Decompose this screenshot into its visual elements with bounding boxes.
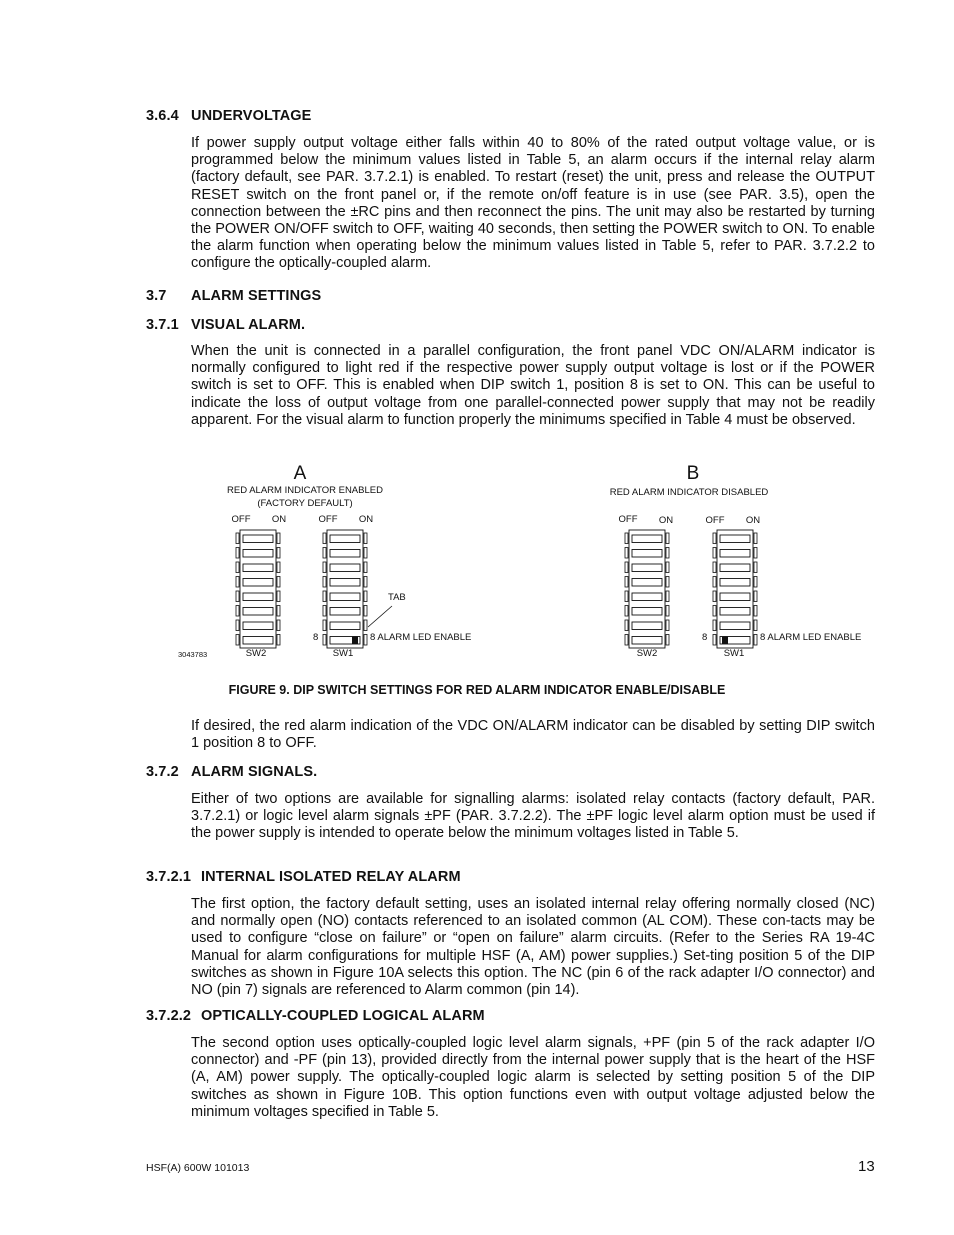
a-sw2-right-pin (277, 548, 280, 559)
a-sw1-left-pin (323, 577, 326, 588)
b-sw1-toggle-position-8 (722, 637, 728, 645)
b-sw1-slot (720, 593, 750, 601)
b-sw1-slot (720, 535, 750, 543)
b-sw2-right-pin (666, 606, 669, 617)
footer-page-number: 13 (858, 1158, 875, 1175)
a-sw1-slot (330, 550, 360, 558)
a-sw1-left-pin (323, 620, 326, 631)
a-sw2-right-pin (277, 635, 280, 646)
a-sw1-slot (330, 593, 360, 601)
a-sw1-right-pin (364, 635, 367, 646)
a-sw2-left-pin (236, 548, 239, 559)
a-tab-label: TAB (388, 592, 406, 603)
a-sw2-body (240, 530, 276, 648)
a-sw2-left-pin (236, 577, 239, 588)
b-sw1-left-pin (713, 620, 716, 631)
b-sw1-off-label: OFF (705, 515, 725, 526)
section-heading-3-7-2: 3.7.2 ALARM SIGNALS. (146, 764, 318, 780)
b-sw1-right-pin (754, 620, 757, 631)
a-sw2-left-pin (236, 635, 239, 646)
a-sw1-off-label: OFF (318, 514, 338, 525)
a-sw1-slot (330, 579, 360, 587)
a-sw1-slot (330, 564, 360, 572)
a-sw2-slot (243, 564, 273, 572)
b-sw1-right-pin (754, 548, 757, 559)
a-sw2-slot (243, 622, 273, 630)
a-sw2-slot (243, 593, 273, 601)
a-led-enable-label: 8 ALARM LED ENABLE (370, 632, 472, 643)
b-sw1-right-pin (754, 533, 757, 544)
a-sw2-left-pin (236, 562, 239, 573)
b-sw1-right-pin (754, 635, 757, 646)
dip-switch-figure (0, 460, 954, 660)
b-sw1-slot (720, 550, 750, 558)
a-sw2-slot (243, 550, 273, 558)
b-sw2-right-pin (666, 562, 669, 573)
b-sw2-off-label: OFF (618, 514, 638, 525)
b-sw2-slot (632, 535, 662, 543)
a-sw1-body (327, 530, 363, 648)
b-sw1-right-pin (754, 606, 757, 617)
a-sw2-right-pin (277, 606, 280, 617)
a-sw1-right-pin (364, 606, 367, 617)
b-sw1-slot (720, 579, 750, 587)
a-sw2-on-label: ON (271, 514, 287, 525)
panel-a-subtitle: (FACTORY DEFAULT) (257, 498, 353, 509)
section-heading-3-7-1: 3.7.1 VISUAL ALARM. (146, 317, 306, 333)
a-sw2-right-pin (277, 562, 280, 573)
figure-caption: FIGURE 9. DIP SWITCH SETTINGS FOR RED ALARM INDICATOR ENABLE/DISABLE (228, 683, 726, 697)
b-sw2-dip-switch (625, 530, 669, 648)
b-sw1-left-pin (713, 591, 716, 602)
a-tab-leader-line (368, 606, 392, 627)
a-sw1-left-pin (323, 562, 326, 573)
section-heading-3-7-2-1: 3.7.2.1 INTERNAL ISOLATED RELAY ALARM (146, 869, 461, 885)
b-sw2-left-pin (625, 577, 628, 588)
a-sw1-slot (330, 608, 360, 616)
a-sw1-dip-switch (323, 530, 367, 648)
b-sw2-slot (632, 637, 662, 645)
b-sw1-slot (720, 564, 750, 572)
b-sw1-left-pin (713, 577, 716, 588)
a-sw1-right-pin (364, 620, 367, 631)
a-sw1-right-pin (364, 591, 367, 602)
b-sw2-slot (632, 579, 662, 587)
a-sw2-left-pin (236, 620, 239, 631)
a-position-8-label: 8 (313, 632, 319, 643)
b-sw2-slot (632, 550, 662, 558)
a-sw2-slot (243, 535, 273, 543)
b-led-enable-label: 8 ALARM LED ENABLE (760, 632, 862, 643)
a-sw1-toggle-position-8 (352, 637, 358, 645)
b-sw2-on-label: ON (658, 515, 674, 526)
b-sw2-slot (632, 622, 662, 630)
a-sw2-left-pin (236, 606, 239, 617)
paragraph-visual-alarm: When the unit is connected in a parallel configuration, the front panel VDC ON/ALARM indicator is normally configured to light red if the respective power supply output voltage is lost or if the POWER switch is set to OFF. This is enabled when DIP switch 1, position 8 is set to ON. This can be useful to indicate the loss of output voltage from one parallel-connected power supply that may not be readily apparent. For the visual alarm to function properly the minimums specified in Table 4 must be observed. (191, 343, 875, 428)
b-sw1-right-pin (754, 562, 757, 573)
b-sw2-left-pin (625, 635, 628, 646)
panel-a-letter: A (293, 463, 307, 484)
b-sw2-right-pin (666, 533, 669, 544)
a-sw1-right-pin (364, 577, 367, 588)
b-sw1-slot (720, 608, 750, 616)
a-sw2-slot (243, 637, 273, 645)
a-sw2-right-pin (277, 591, 280, 602)
panel-a-title: RED ALARM INDICATOR ENABLED (227, 485, 383, 496)
b-sw1-left-pin (713, 562, 716, 573)
b-position-8-label: 8 (702, 632, 708, 643)
section-heading-3-7: 3.7 ALARM SETTINGS (146, 288, 322, 304)
b-sw1-right-pin (754, 591, 757, 602)
a-sw2-left-pin (236, 591, 239, 602)
b-sw2-left-pin (625, 533, 628, 544)
b-sw1-label: SW1 (723, 648, 745, 659)
paragraph-disable-red: If desired, the red alarm indication of the VDC ON/ALARM indicator can be disabled by setting DIP switch 1 position 8 to OFF. (191, 718, 875, 752)
a-sw2-slot (243, 579, 273, 587)
b-sw2-slot (632, 593, 662, 601)
a-sw1-on-label: ON (358, 514, 374, 525)
a-sw1-left-pin (323, 635, 326, 646)
b-sw1-left-pin (713, 533, 716, 544)
a-sw1-left-pin (323, 533, 326, 544)
b-sw2-right-pin (666, 591, 669, 602)
a-sw2-left-pin (236, 533, 239, 544)
paragraph-alarm-signals: Either of two options are available for signalling alarms: isolated relay contacts (factory default, PAR. 3.7.2.1) or logic level alarm signals ±PF (PAR. 3.7.2.2). The ±PF logic level alarm option must be used if the power supply is intended to operate below the minimum voltages listed in Table 5. (191, 791, 875, 842)
a-sw2-off-label: OFF (231, 514, 251, 525)
b-sw2-right-pin (666, 620, 669, 631)
a-sw2-label: SW2 (245, 648, 267, 659)
panel-b-title: RED ALARM INDICATOR DISABLED (609, 487, 769, 498)
b-sw2-right-pin (666, 577, 669, 588)
a-sw1-right-pin (364, 548, 367, 559)
paragraph-optical-alarm: The second option uses optically-coupled logic level alarm signals, +PF (pin 5 of the rack adapter I/O connector) and -PF (pin 13), provided directly from the internal power supply that is the heart of the HSF (A, AM) power supply. The optically-coupled logic alarm is selected by setting position 5 of the DIP switches as shown in Figure 10B. This option functions even with output voltage adjusted below the minimum voltages specified in Table 5. (191, 1035, 875, 1120)
paragraph-relay-alarm: The first option, the factory default setting, uses an isolated internal relay offering normally closed (NC) and normally open (NO) contacts referenced to an isolated common (AL COM). These con-tacts may be used to configure “close on failure” or “open on failure” alarm circuits. (Refer to the Series RA 19-4C Manual for alarm configurations for multiple HSF (A, AM) power supplies.) Set-ting position 5 of the DIP switches as shown in Figure 10A selects this option. The NC (pin 6 of the rack adapter I/O connector) and NO (pin 7) signals are referenced to Alarm common (pin 14). (191, 896, 875, 999)
b-sw2-right-pin (666, 635, 669, 646)
b-sw1-slot (720, 622, 750, 630)
paragraph-undervoltage: If power supply output voltage either falls within 40 to 80% of the rated output voltage value, or is programmed below the minimum values listed in Table 5, an alarm occurs if the internal relay alarm (factory default, see PAR. 3.7.2.1) is enabled. To restart (reset) the unit, press and release the OUTPUT RESET switch on the front panel or, if the remote on/off feature is in use (see PAR. 3.5), open the connection between the ±RC pins and then reconnect the pins. The unit may also be restarted by turning the POWER ON/OFF switch to OFF, waiting 40 seconds, then setting the POWER switch to ON. To enable the alarm function when operating below the minimum values listed in Table 5, refer to PAR. 3.7.2.2 to configure the optically-coupled alarm. (191, 135, 875, 272)
a-sw2-slot (243, 608, 273, 616)
b-sw1-left-pin (713, 548, 716, 559)
b-sw2-slot (632, 564, 662, 572)
a-sw2-right-pin (277, 533, 280, 544)
b-sw2-left-pin (625, 591, 628, 602)
a-sw2-dip-switch (236, 530, 280, 648)
b-sw2-label: SW2 (636, 648, 658, 659)
b-sw1-body (717, 530, 753, 648)
drawing-number: 3043783 (178, 650, 208, 659)
a-sw1-right-pin (364, 533, 367, 544)
a-sw1-right-pin (364, 562, 367, 573)
a-sw2-right-pin (277, 620, 280, 631)
a-sw1-label: SW1 (332, 648, 354, 659)
b-sw2-left-pin (625, 606, 628, 617)
a-sw1-slot (330, 622, 360, 630)
a-sw2-right-pin (277, 577, 280, 588)
a-sw1-left-pin (323, 591, 326, 602)
section-heading-3-6-4: 3.6.4 UNDERVOLTAGE (146, 108, 312, 124)
footer-doc-id: HSF(A) 600W 101013 (146, 1162, 250, 1174)
a-sw1-left-pin (323, 606, 326, 617)
b-sw2-right-pin (666, 548, 669, 559)
b-sw2-left-pin (625, 620, 628, 631)
b-sw1-left-pin (713, 606, 716, 617)
a-sw1-left-pin (323, 548, 326, 559)
panel-b-letter: B (686, 463, 700, 484)
b-sw2-left-pin (625, 548, 628, 559)
b-sw1-left-pin (713, 635, 716, 646)
b-sw1-on-label: ON (745, 515, 761, 526)
b-sw2-slot (632, 608, 662, 616)
section-heading-3-7-2-2: 3.7.2.2 OPTICALLY-COUPLED LOGICAL ALARM (146, 1008, 485, 1024)
b-sw2-body (629, 530, 665, 648)
b-sw1-dip-switch (713, 530, 757, 648)
a-sw1-slot (330, 535, 360, 543)
b-sw2-left-pin (625, 562, 628, 573)
b-sw1-right-pin (754, 577, 757, 588)
